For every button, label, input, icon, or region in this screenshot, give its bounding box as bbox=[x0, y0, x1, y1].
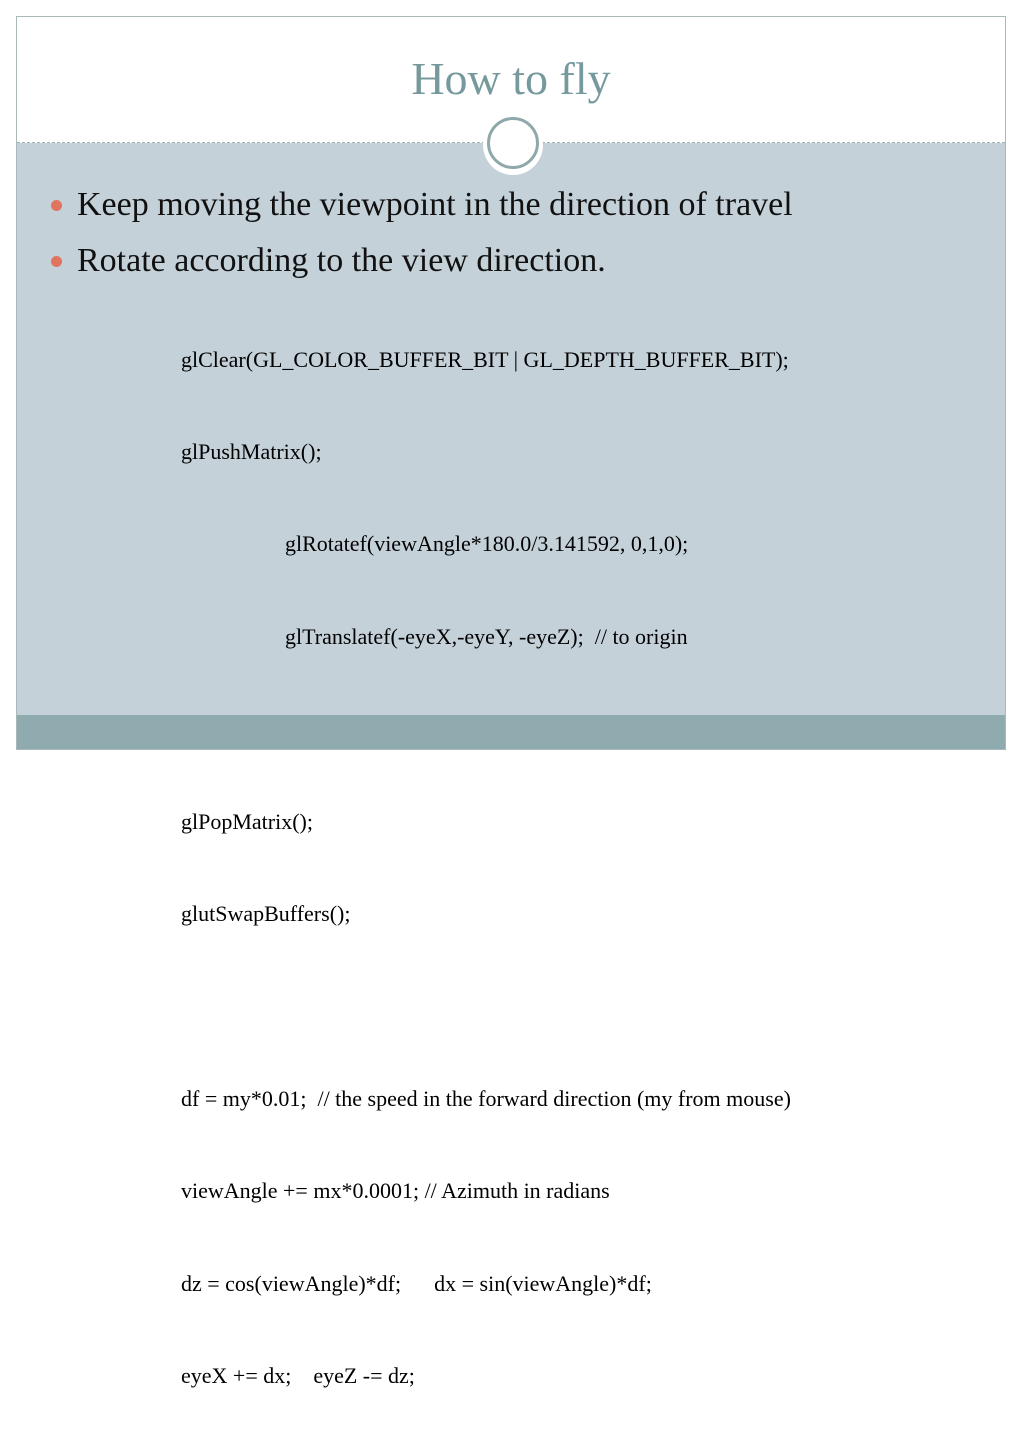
slide-title: How to fly bbox=[411, 53, 611, 104]
bullet-dot-icon bbox=[51, 256, 62, 267]
bullet-dot-icon bbox=[51, 200, 62, 211]
circle-ornament-icon bbox=[487, 117, 539, 169]
code-line: glutSwapBuffers(); bbox=[181, 900, 351, 926]
bullet-text: Keep moving the viewpoint in the direction of travel bbox=[77, 186, 793, 223]
code-line: glPushMatrix(); bbox=[181, 438, 322, 464]
code-line: dz = cos(viewAngle)*df; dx = sin(viewAngle)*df; bbox=[181, 1270, 652, 1296]
bullet-item bbox=[45, 177, 793, 233]
code-line: viewAngle += mx*0.0001; // Azimuth in radians bbox=[181, 1178, 610, 1204]
code-block bbox=[181, 283, 791, 1453]
code-line: glTranslatef(-eyeX,-eyeY, -eyeZ); // to origin bbox=[285, 623, 688, 649]
footer-band bbox=[17, 715, 1005, 749]
code-line: glClear(GL_COLOR_BUFFER_BIT | GL_DEPTH_BUFFER_BIT); bbox=[181, 346, 789, 372]
code-line: df = my*0.01; // the speed in the forward direction (my from mouse) bbox=[181, 1085, 791, 1111]
slide bbox=[16, 16, 1006, 1388]
bullet-item bbox=[45, 233, 793, 289]
code-line: glRotatef(viewAngle*180.0/3.141592, 0,1,0); bbox=[285, 531, 689, 557]
bullet-text: Rotate according to the view direction. bbox=[77, 242, 606, 279]
code-line: glPopMatrix(); bbox=[181, 808, 313, 834]
code-line-blank bbox=[181, 991, 791, 1022]
bullet-list bbox=[45, 177, 793, 289]
code-line: eyeX += dx; eyeZ -= dz; bbox=[181, 1362, 415, 1388]
